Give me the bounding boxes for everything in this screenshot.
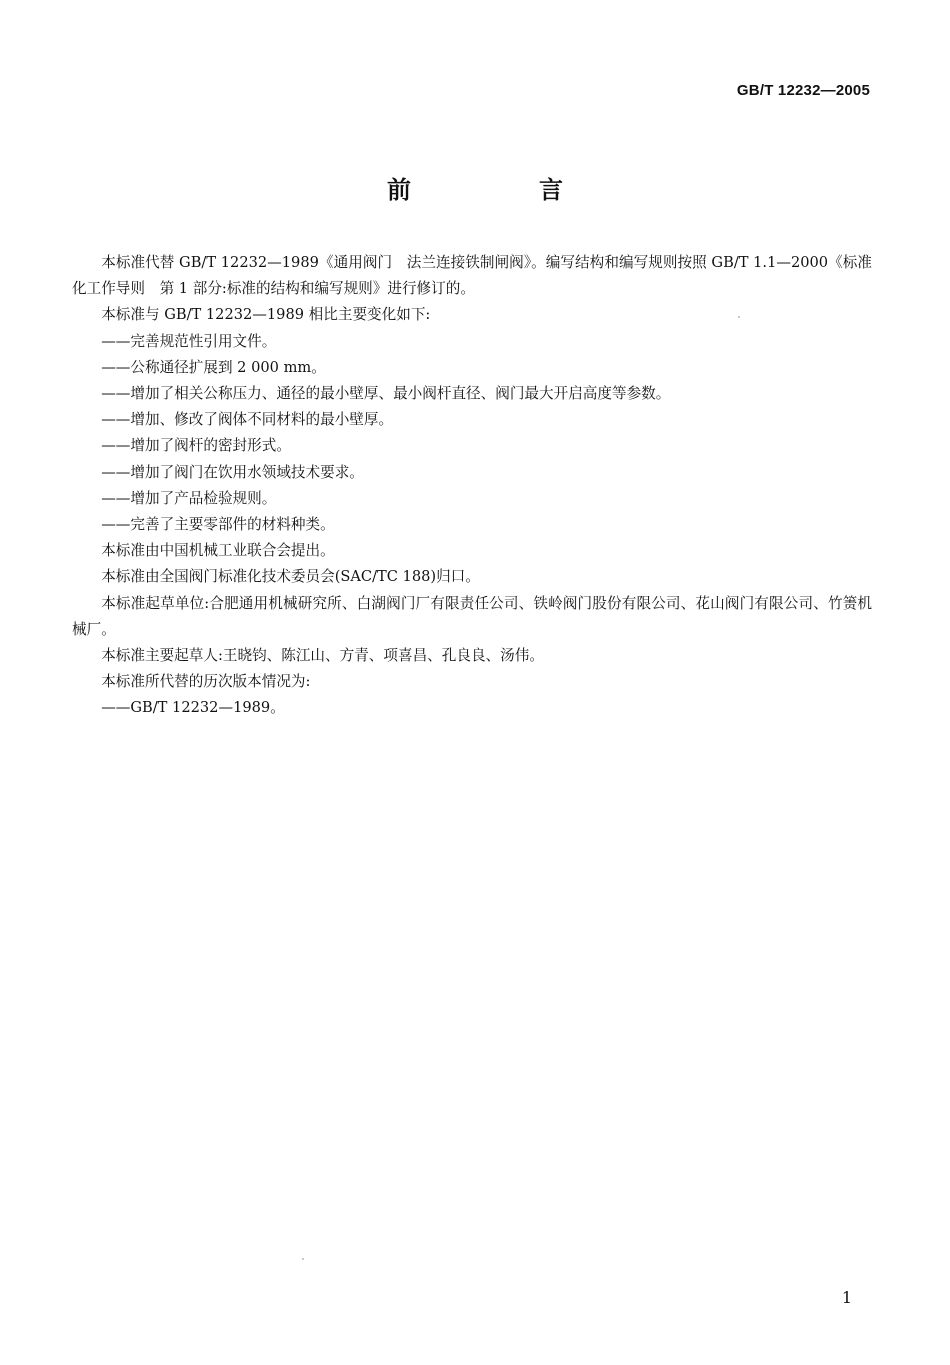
paragraph-replacement: 本标准代替 GB/T 12232—1989《通用阀门 法兰连接铁制闸阀》。编写结构和编写规则按照 GB/T 1.1—2000《标准化工作导则 第 1 部分:标准的结构和编写规则》进行修订的。 (72, 254, 872, 298)
change-item: ——增加了相关公称压力、通径的最小壁厚、最小阀杆直径、阀门最大开启高度等参数。 (101, 385, 671, 403)
change-item: ——完善了主要零部件的材料种类。 (101, 516, 335, 534)
foreword-body (72, 250, 872, 722)
change-item: ——增加了阀门在饮用水领域技术要求。 (101, 463, 364, 481)
page-title: 前 言 (387, 176, 615, 204)
history-item: ——GB/T 12232—1989。 (101, 699, 285, 717)
paragraph-changes-intro: 本标准与 GB/T 12232—1989 相比主要变化如下: (101, 306, 431, 324)
paragraph-drafting-units: 本标准起草单位:合肥通用机械研究所、白湖阀门厂有限责任公司、铁岭阀门股份有限公司、花山阀门有限公司、竹箦机械厂。 (72, 594, 872, 638)
paragraph-committee: 本标准由全国阀门标准化技术委员会(SAC/TC 188)归口。 (101, 568, 480, 586)
change-item: ——公称通径扩展到 2 000 mm。 (101, 358, 326, 376)
standard-code: GB/T 12232—2005 (736, 82, 870, 99)
page-number: 1 (841, 1288, 852, 1307)
paragraph-drafters: 本标准主要起草人:王晓钧、陈江山、方青、项喜昌、孔良良、汤伟。 (101, 647, 544, 665)
change-item: ——增加、修改了阀体不同材料的最小壁厚。 (101, 411, 394, 429)
paragraph-proposer: 本标准由中国机械工业联合会提出。 (101, 542, 335, 560)
change-item: ——增加了阀杆的密封形式。 (101, 437, 291, 455)
change-item: ——增加了产品检验规则。 (101, 489, 277, 507)
scan-speck (738, 316, 740, 318)
scan-speck (302, 1258, 304, 1260)
paragraph-history-intro: 本标准所代替的历次版本情况为: (101, 673, 311, 691)
change-item: ——完善规范性引用文件。 (101, 332, 277, 350)
